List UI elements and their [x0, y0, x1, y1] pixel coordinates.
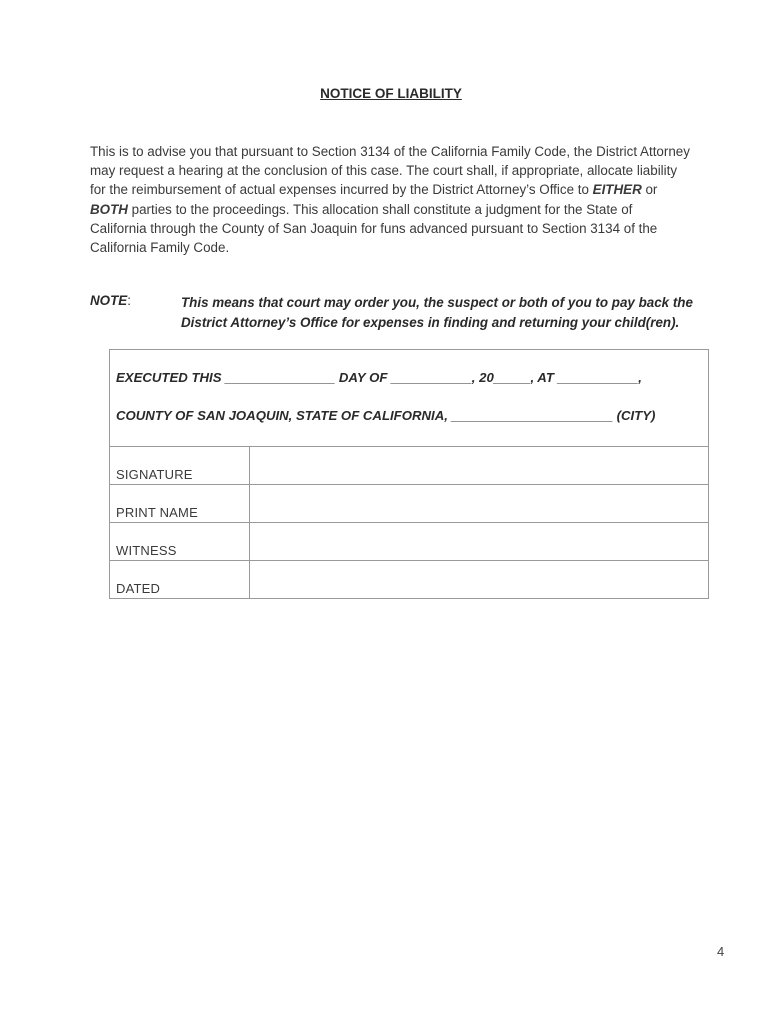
note-text: This means that court may order you, the suspect or both of you to pay back the District Attorney’s Office for expenses in finding and returning your child(ren). [181, 295, 693, 330]
dated-field[interactable] [249, 560, 709, 599]
form-row-signature [109, 446, 709, 485]
print-name-field[interactable] [249, 484, 709, 523]
document-title: NOTICE OF LIABILITY [320, 86, 462, 101]
note-label [90, 293, 131, 308]
paragraph-text-2: parties to the proceedings. This allocation shall constitute a judgment for the State of California through the County of San Joaquin for funs advanced pursuant to Section 3134 of the California Family Code. [90, 201, 658, 256]
witness-label: WITNESS [116, 543, 177, 558]
page-number: 4 [717, 944, 725, 959]
executed-line[interactable]: EXECUTED THIS _______________ DAY OF ___________, 20_____, AT ___________, [116, 370, 642, 385]
paragraph-both: BOTH [90, 201, 128, 217]
paragraph-either: EITHER [592, 182, 642, 198]
form-row-print-name [109, 484, 709, 523]
paragraph-text-1: This is to advise you that pursuant to Section 3134 of the California Family Code, the District Attorney may request a hearing at the conclusion of this case. The court shall, if appropriate, allocate liability for the reimbursement of actual expenses incurred by the District Attorney’s Office to [90, 144, 690, 198]
print-name-label: PRINT NAME [116, 505, 198, 520]
form-row-witness [109, 522, 709, 561]
note-keyword: NOTE [90, 293, 128, 308]
witness-field[interactable] [249, 522, 709, 561]
county-line[interactable]: COUNTY OF SAN JOAQUIN, STATE OF CALIFORNIA, ______________________ (CITY) [116, 408, 656, 423]
note-colon: : [127, 293, 131, 308]
form-row-dated [109, 560, 709, 599]
signature-label: SIGNATURE [116, 467, 193, 482]
signature-field[interactable] [249, 446, 709, 485]
paragraph-or: or [641, 182, 658, 198]
notice-paragraph [90, 142, 690, 257]
dated-label: DATED [116, 581, 161, 596]
